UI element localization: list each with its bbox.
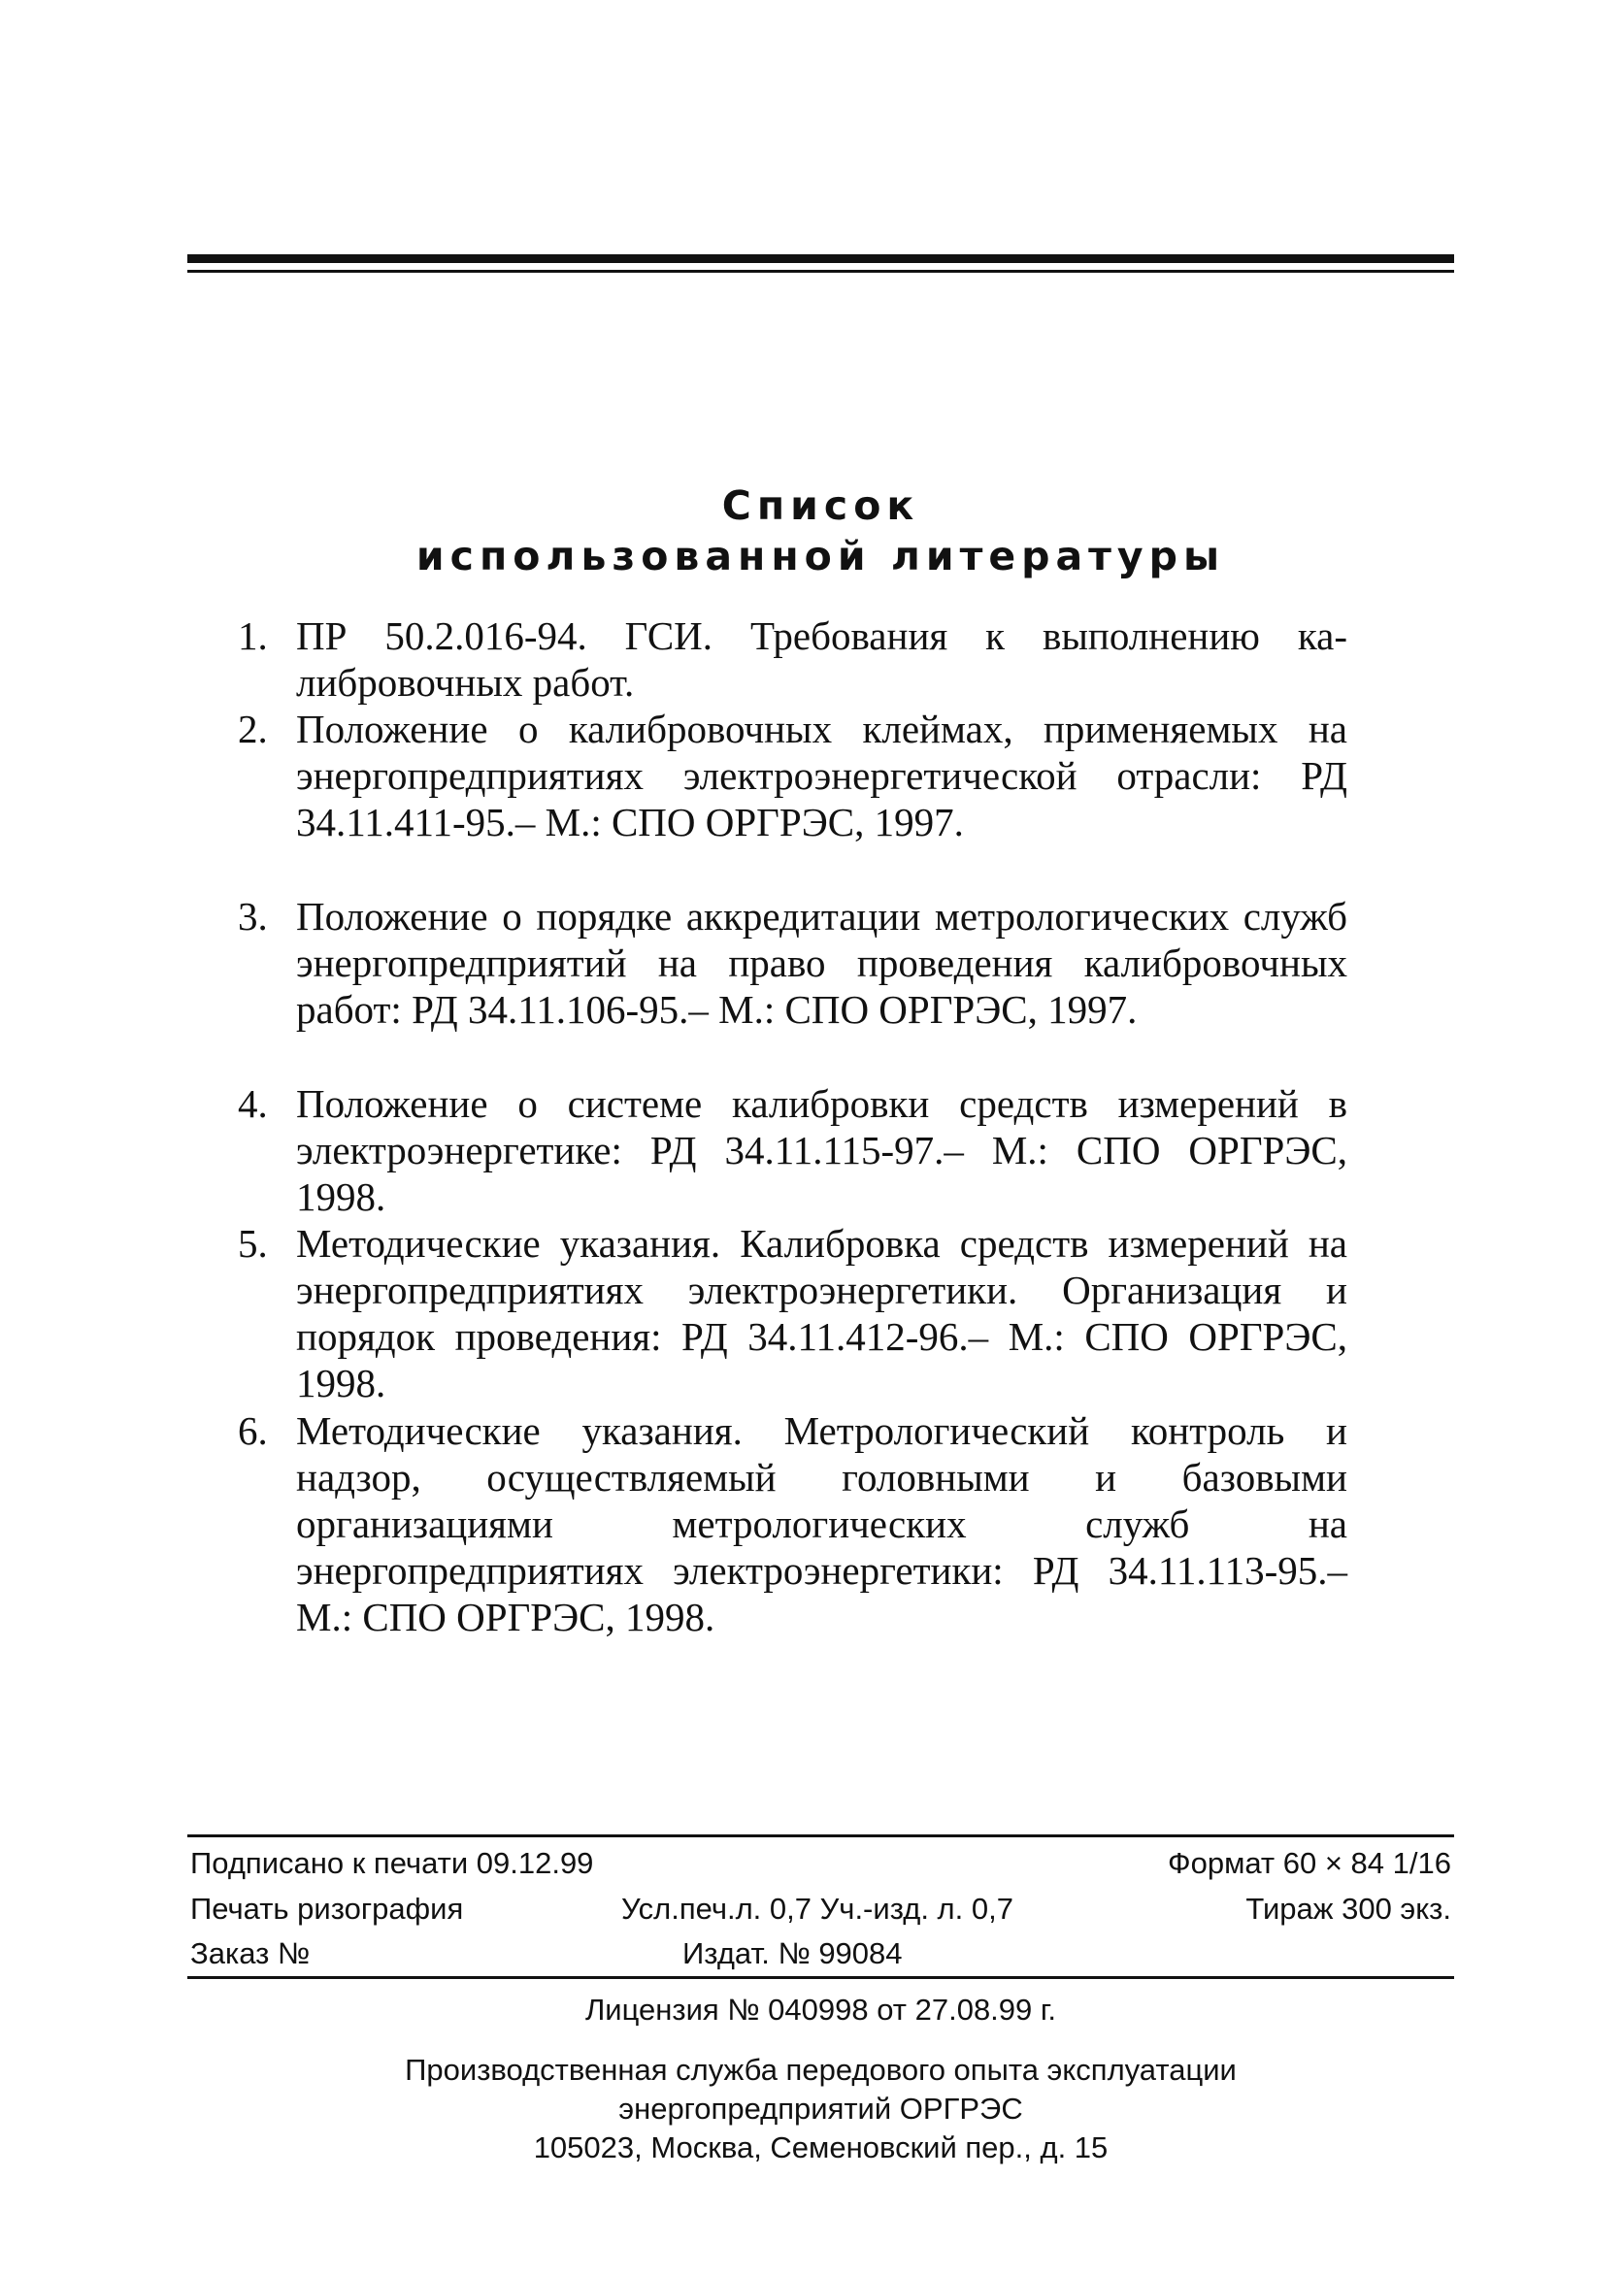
reference-item bbox=[238, 893, 1347, 1033]
imprint-order: Заказ № bbox=[190, 1936, 311, 1970]
imprint-sheets: Усл.печ.л. 0,7 Уч.-изд. л. 0,7 bbox=[621, 1892, 1013, 1926]
imprint-signed: Подписано к печати 09.12.99 bbox=[190, 1846, 594, 1880]
imprint-publication-number: Издат. № 99084 bbox=[682, 1936, 903, 1970]
publisher-line-1: Производственная служба передового опыта эксплуатации bbox=[405, 2053, 1237, 2087]
reference-number: 6. bbox=[238, 1408, 268, 1453]
imprint-format: Формат 60 × 84 1/16 bbox=[1168, 1846, 1451, 1880]
reference-number: 3. bbox=[238, 894, 268, 939]
reference-text: ПР 50.2.016-94. ГСИ. Требования к выполнению калибровочных работ. bbox=[296, 613, 1347, 705]
imprint-rule-bottom bbox=[187, 1976, 1454, 1979]
heading-line-1: Список bbox=[721, 482, 920, 529]
reference-number: 2. bbox=[238, 707, 268, 751]
imprint-printing: Печать ризография bbox=[190, 1892, 464, 1926]
heading-line-2: использованной литературы bbox=[415, 533, 1226, 579]
reference-number: 1. bbox=[238, 613, 268, 658]
reference-item bbox=[238, 1407, 1347, 1640]
reference-item bbox=[238, 1080, 1347, 1220]
reference-item bbox=[238, 1220, 1347, 1406]
reference-text: Положение о системе калибровки средств измерений в электроэнергетике: РД 34.11.115-97.– М.: СПО ОРГРЭС, 1998. bbox=[296, 1081, 1347, 1219]
reference-text: Методические указания. Метрологический контроль и надзор, осуществляемый головными и базовыми организациями метрологических служб на энергопредприятиях электроэнергетики: РД 34.11.113-95.– М.: СПО ОРГРЭС, 1998. bbox=[296, 1408, 1347, 1639]
reference-number: 5. bbox=[238, 1221, 268, 1266]
publisher-line-2: энергопредприятий ОРГРЭС bbox=[618, 2092, 1023, 2126]
reference-item bbox=[238, 612, 1347, 706]
reference-text: Методические указания. Калибровка средств измерений на энергопредприятиях электроэнергетики. Организация и порядок проведения: РД 34.11.412-96.– М.: СПО ОРГРЭС, 1998. bbox=[296, 1221, 1347, 1405]
reference-text: Положение о калибровочных клеймах, применяемых на энергопредприятиях электроэнергетической отрасли: РД 34.11.411-95.– М.: СПО ОРГРЭС, 1997. bbox=[296, 707, 1347, 844]
reference-item bbox=[238, 706, 1347, 845]
imprint-rule-top bbox=[187, 1834, 1454, 1837]
publisher-address: 105023, Москва, Семеновский пер., д. 15 bbox=[533, 2130, 1109, 2164]
imprint-run: Тираж 300 экз. bbox=[1245, 1892, 1451, 1926]
reference-text: Положение о порядке аккредитации метрологических служб энергопредприятий на право проведения калибровочных работ: РД 34.11.106-95.– М.: СПО ОРГРЭС, 1997. bbox=[296, 894, 1347, 1032]
reference-number: 4. bbox=[238, 1081, 268, 1126]
imprint-license: Лицензия № 040998 от 27.08.99 г. bbox=[584, 1993, 1057, 2027]
publisher-block bbox=[187, 2051, 1454, 2167]
